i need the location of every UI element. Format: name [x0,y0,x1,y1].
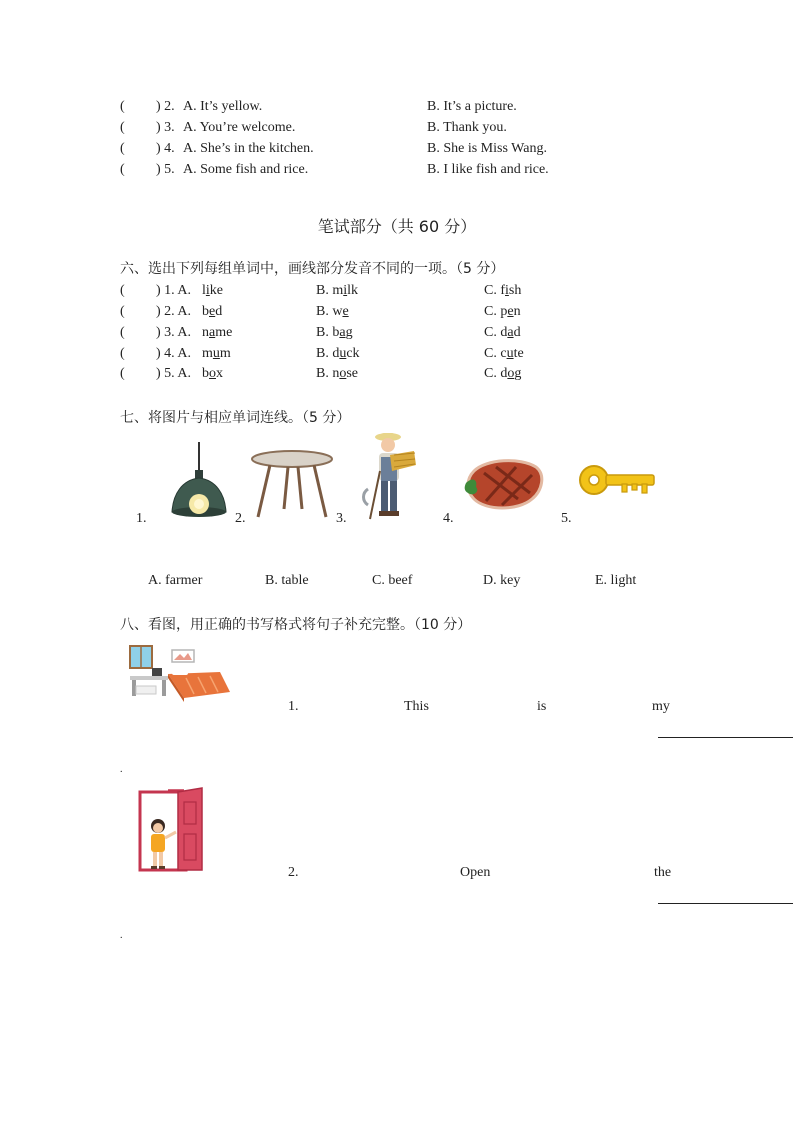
option-b-underlined: u [339,346,347,361]
option-b-pre: B. n [316,366,340,381]
option-a [202,302,222,322]
answer-paren: ( [120,283,125,298]
option-a-post: me [215,325,233,340]
sentence1-word-this: This [404,699,429,714]
item-number: ) 2. A. [156,304,191,319]
option-b-pre: B. d [316,346,340,361]
option-c-underlined: e [507,304,514,319]
option-a-post: ke [209,283,223,298]
bedroom-picture [128,642,232,704]
option-a [202,364,223,384]
answer-paren: ( [120,366,125,381]
item-number: ) 4. A. [156,346,191,361]
sentence2-period: . [120,930,123,941]
option-b: B. She is Miss Wang. [427,141,547,156]
option-b-underlined: o [339,366,347,381]
door-picture [138,786,206,874]
phonics-item-3 [120,323,680,343]
option-b-post: ck [346,346,360,361]
item-number: ) 5. [156,162,175,177]
option-c-underlined: i [505,283,509,298]
phonics-item-4 [120,344,680,364]
option-c-post: sh [508,283,522,298]
option-a: A. It’s yellow. [183,99,263,114]
picture-number-3: 3. [336,511,347,526]
option-a-pre: m [202,346,213,361]
picture-number-2: 2. [235,511,246,526]
option-b-underlined: a [339,325,346,340]
listening-item-2 [120,97,680,117]
word-option-c: C. beef [372,573,413,588]
sentence1-answer-line [658,737,793,738]
option-c-post: te [513,346,524,361]
option-b-pre: B. b [316,325,340,340]
option-b-underlined: i [343,283,348,298]
word-option-a: A. farmer [148,573,203,588]
answer-paren: ( [120,120,125,135]
sentence2-word-the: the [654,865,672,880]
option-a-pre: n [202,325,209,340]
option-b-underlined: e [342,304,349,319]
option-a-underlined: u [212,346,220,361]
phonics-item-2 [120,302,680,322]
option-a-post: m [219,346,231,361]
option-c-underlined: u [506,346,514,361]
listening-item-4 [120,139,680,159]
listening-item-5 [120,160,680,180]
option-a-pre: b [202,366,209,381]
written-section-title: 笔试部分（共 60 分） [317,217,477,236]
item-number: ) 3. A. [156,325,191,340]
picture-number-1: 1. [136,511,147,526]
option-c-pre: C. p [484,304,508,319]
option-a-underlined: a [209,325,216,340]
answer-paren: ( [120,99,125,114]
option-c-post: d [513,325,521,340]
option-a: A. You’re welcome. [183,120,296,135]
item-number: ) 2. [156,99,175,114]
option-a-pre: b [202,304,209,319]
section7-heading: 七、将图片与相应单词连线。（5 分） [120,410,351,426]
sentence2-number: 2. [288,865,299,880]
picture-number-5: 5. [561,511,572,526]
option-b-pre: B. m [316,283,344,298]
key-picture [578,460,658,500]
word-option-d: D. key [483,573,521,588]
item-number: ) 3. [156,120,175,135]
option-c-post: g [514,366,522,381]
lamp-picture [168,442,230,520]
sentence1-period: . [120,764,123,775]
sentence1-number: 1. [288,699,299,714]
answer-paren: ( [120,325,125,340]
answer-paren: ( [120,346,125,361]
sentence1-word-is: is [537,699,547,714]
option-a [202,281,223,301]
option-b-post: g [345,325,353,340]
item-number: ) 4. [156,141,175,156]
option-c [484,364,521,384]
option-c-underlined: a [507,325,514,340]
option-b [316,323,353,343]
beef-picture [462,457,546,513]
option-c-pre: C. c [484,346,507,361]
farmer-picture [360,431,418,523]
option-b [316,302,349,322]
option-b: B. It’s a picture. [427,99,517,114]
listening-item-3 [120,118,680,138]
option-c [484,302,521,322]
option-a: A. Some fish and rice. [183,162,309,177]
option-a-post: x [216,366,223,381]
option-c [484,344,524,364]
option-a [202,323,232,343]
option-b-post: lk [347,283,359,298]
item-number: ) 5. A. [156,366,191,381]
option-b-pre: B. w [316,304,343,319]
option-a-pre: l [202,283,206,298]
option-b: B. I like fish and rice. [427,162,549,177]
section6-heading: 六、选出下列每组单词中，画线部分发音不同的一项。（5 分） [120,261,505,277]
option-a [202,344,231,364]
option-c-underlined: o [507,366,515,381]
answer-paren: ( [120,304,125,319]
option-a-post: d [215,304,223,319]
option-a-underlined: e [209,304,216,319]
word-option-b: B. table [265,573,309,588]
option-b [316,281,358,301]
option-c-pre: C. d [484,325,508,340]
sentence2-word-open: Open [460,865,491,880]
option-b [316,364,358,384]
item-number: ) 1. A. [156,283,191,298]
option-c [484,281,521,301]
answer-paren: ( [120,141,125,156]
sentence2-answer-line [658,903,793,904]
option-b [316,344,360,364]
option-b: B. Thank you. [427,120,507,135]
option-c-post: n [513,304,521,319]
sentence1-word-my: my [652,699,670,714]
option-a-underlined: o [209,366,216,381]
option-c-pre: C. f [484,283,505,298]
option-a-underlined: i [205,283,210,298]
phonics-item-5 [120,364,680,384]
picture-number-4: 4. [443,511,454,526]
word-option-e: E. light [595,573,637,588]
table-picture [250,449,334,521]
option-c [484,323,521,343]
answer-paren: ( [120,162,125,177]
option-c-pre: C. d [484,366,508,381]
option-a: A. She’s in the kitchen. [183,141,314,156]
phonics-item-1 [120,281,680,301]
option-b-post: se [346,366,359,381]
section8-heading: 八、看图，用正确的书写格式将句子补充完整。（10 分） [120,617,472,633]
